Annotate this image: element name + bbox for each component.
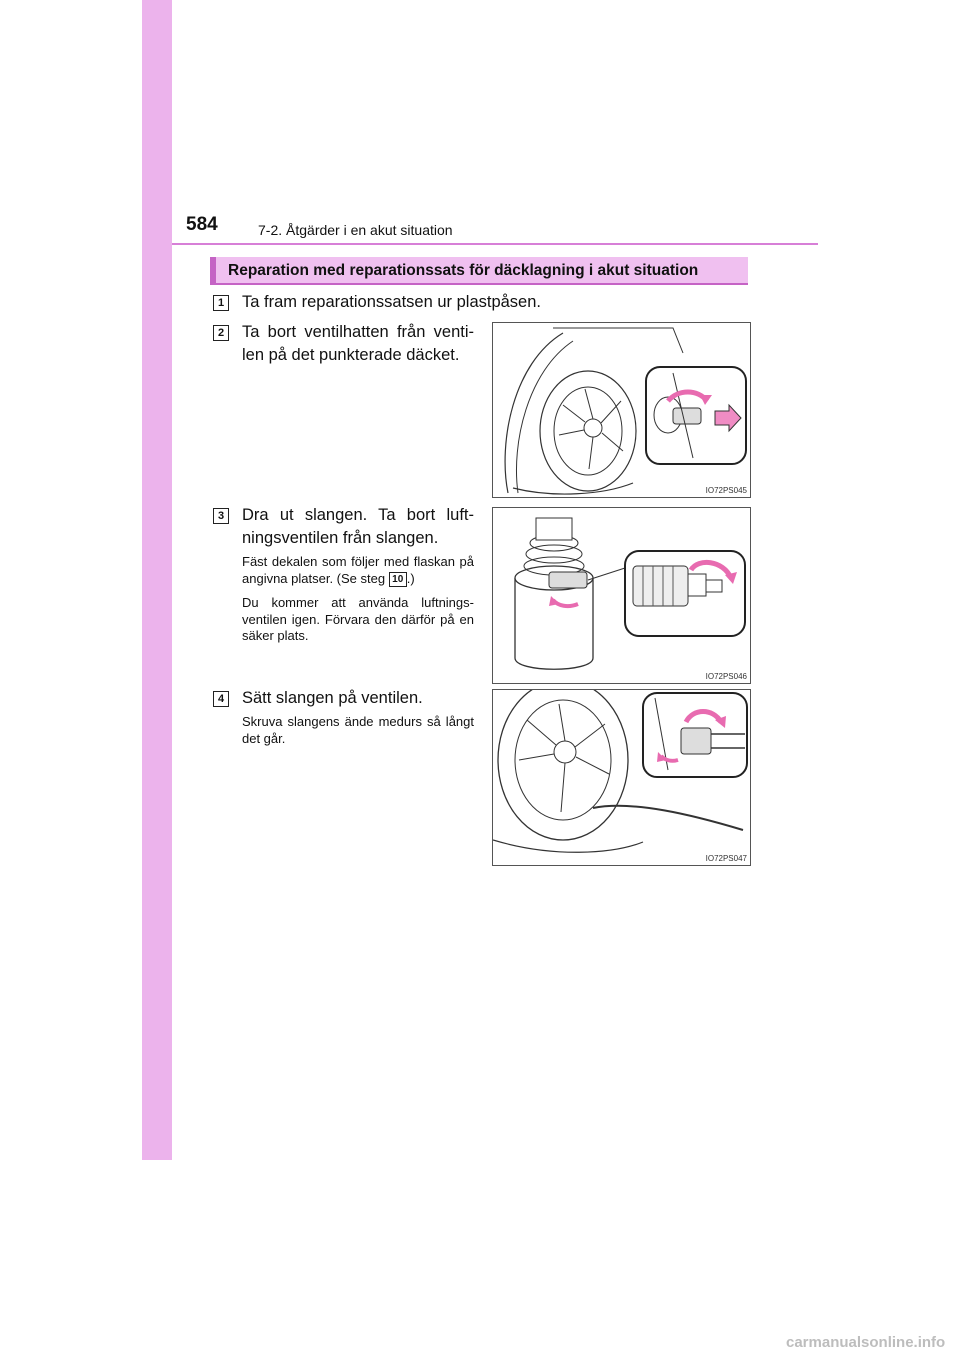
figure-code: IO72PS047 (705, 854, 747, 863)
header-divider (172, 243, 818, 245)
step-number-3: 3 (213, 508, 229, 524)
step-number-4: 4 (213, 691, 229, 707)
step-4-text: Sätt slangen på ventilen. (242, 689, 423, 707)
step-3-note-1-text: Fäst dekalen som följer med flaskan på angivna platser. (Se steg (242, 554, 474, 586)
banner-title: Reparation med reparationssats för däcklagning i akut situation (228, 262, 699, 279)
step-3-note-1 (242, 554, 474, 587)
sidebar-tab (142, 0, 172, 1160)
figure-hose-on-valve (492, 689, 751, 866)
figure-valve-cap (492, 322, 751, 498)
figure-code: IO72PS045 (705, 486, 747, 495)
step-3-note-1-end: .) (406, 570, 415, 586)
step-number-1: 1 (213, 295, 229, 311)
valve-cap-illustration (493, 323, 750, 497)
footer-watermark[interactable]: carmanualsonline.info (786, 1334, 946, 1351)
step-1-text: Ta fram reparationssatsen ur plastpåsen. (242, 293, 541, 311)
figure-hose (492, 507, 751, 684)
procedure-banner (210, 257, 748, 285)
step-4-note-1: Skruva slangens ände medurs så långt det går. (242, 714, 474, 746)
hose-on-valve-illustration (493, 690, 750, 865)
hose-illustration (493, 508, 750, 683)
step-number-2: 2 (213, 325, 229, 341)
step-3-note-2: Du kommer att använda luftningsventilen igen. Förvara den därför på en säker plats. (242, 595, 474, 643)
figure-code: IO72PS046 (705, 672, 747, 681)
step-reference-box: 10 (389, 572, 407, 587)
step-3-text: Dra ut slangen. Ta bort luftningsventilen från slangen. (242, 506, 474, 547)
section-title: 7-2. Åtgärder i en akut situation (258, 222, 453, 238)
page-number: 584 (186, 214, 218, 235)
step-2-text: Ta bort ventilhatten från ventilen på det punkterade däcket. (242, 323, 474, 364)
